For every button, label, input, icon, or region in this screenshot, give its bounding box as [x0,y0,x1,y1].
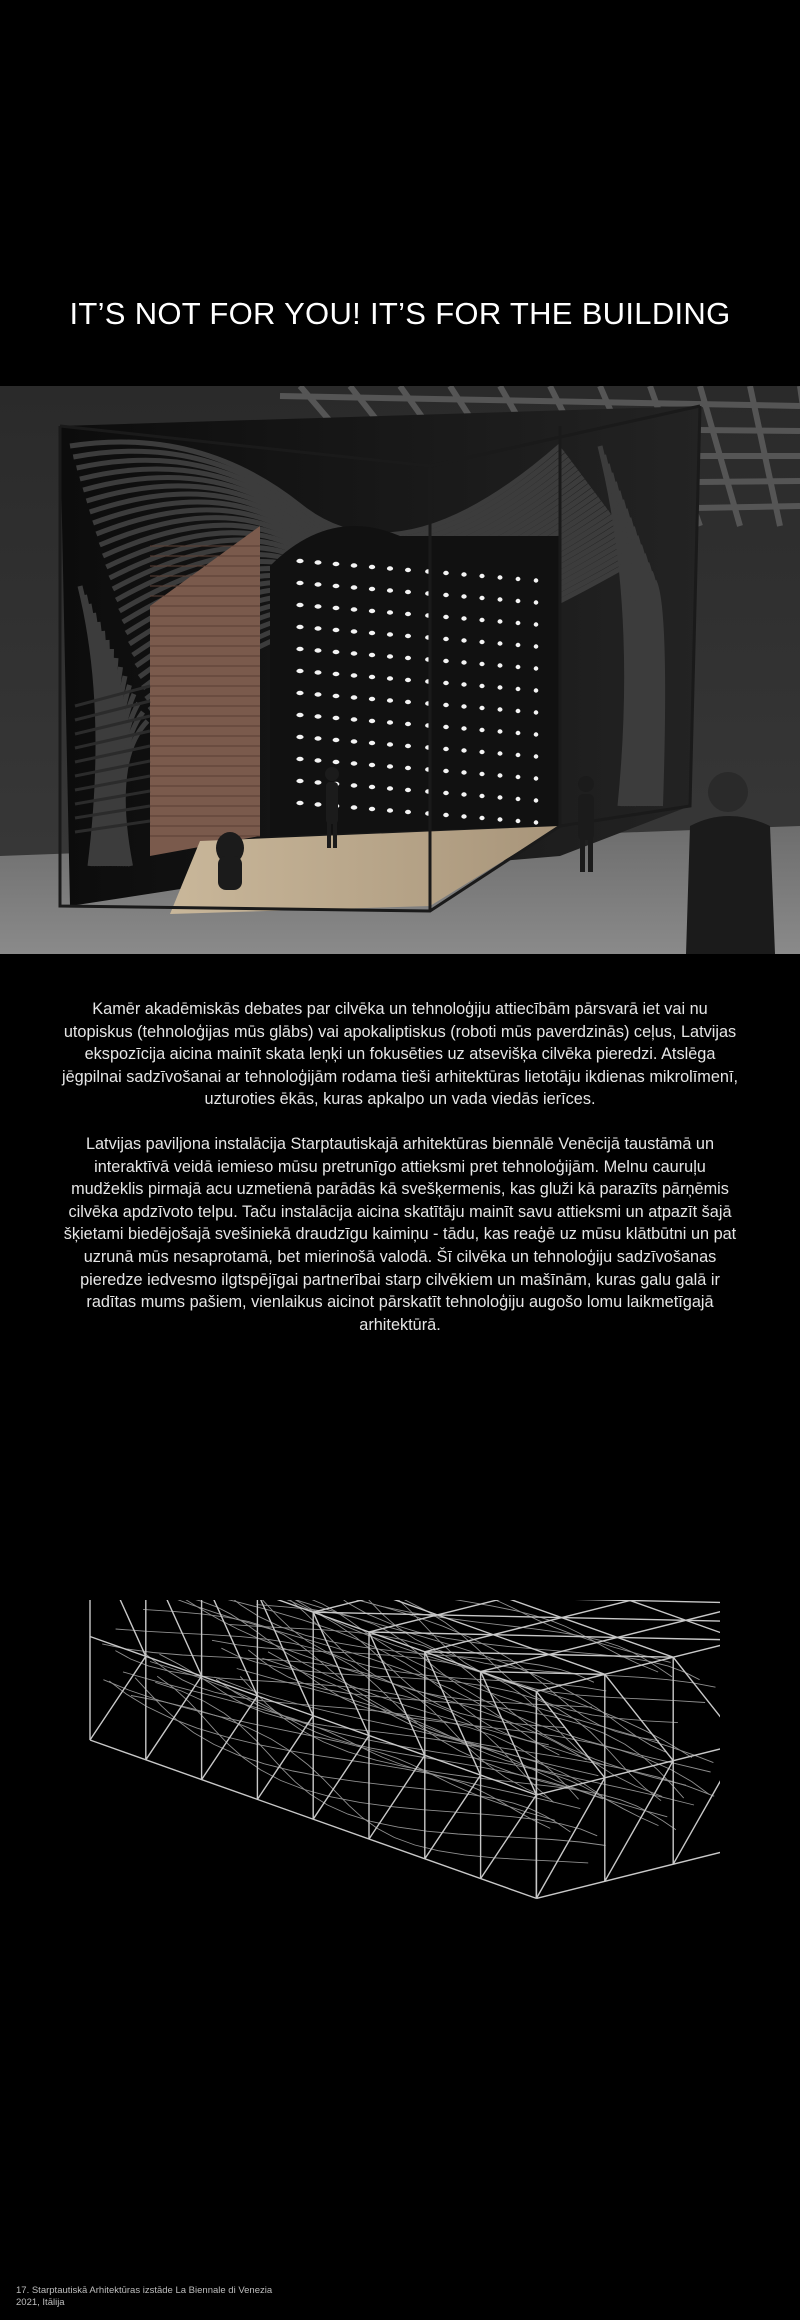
paragraph-intro: Kamēr akadēmiskās debates par cilvēka un tehnoloģiju attiecībām pārsvarā iet vai nu utopiskus (tehnoloģijas mūs glābs) vai apokaliptiskus (roboti mūs paverdzinās) ceļus, Latvijas ekspozīcija aicina mainīt skata leņķi un fokusēties uz atsevišķa cilvēka pieredzi. Atslēga jēgpilnai sadzīvošanai ar tehnoloģijām rodama tieši arhitektūras lietotāju ikdienas mikrolīmenī, uzturoties ēkās, kuras apkalpo un vada viedās ierīces. [61,1000,738,1109]
page-title: IT’S NOT FOR YOU! IT’S FOR THE BUILDING [69,296,731,331]
caption-line-1: 17. Starptautiskā Arhitektūras izstāde La Biennale di Venezia [16,2285,273,2296]
axonometric-drawing [80,1600,720,2060]
caption-line-2: 2021, Itālija [16,2297,65,2308]
frame-wireframe [90,1600,720,1898]
image-caption [16,2285,272,2309]
article-body [58,998,742,1336]
paragraph-installation: Latvijas paviljona instalācija Starptautiskajā arhitektūras biennālē Venēcijā taustāmā un interaktīvā veidā iemieso mūsu pretrunīgo attieksmi pret tehnoloģijām. Melnu cauruļu mudžeklis pirmajā acu uzmetienā parādās kā svešķermenis, kas gluži kā parazīts pārņēmis cilvēka apdzīvoto telpu. Taču instalācija aicina skatītāju mainīt savu attieksmi un atpazīt šajā šķietami biedējošajā svešiniekā draudzīgu kaimiņu - tādu, kas reaģē uz mūsu klātbūtni un pat uzrunā mūs nesaprotamā, bet mierinošā valodā. Šī cilvēka un tehnoloģiju sadzīvošanas pieredze iedvesmo ilgtspējīgai partnerībai starp cilvēkiem un mašīnām, kuras galu galā ir radītas mums pašiem, vienlaikus aicinot pārskatīt tehnoloģiju augošo lomu laikmetīgajā arhitektūrā. [63,1134,737,1334]
installation-render-image [0,386,800,954]
tunnel-interior [270,526,560,836]
